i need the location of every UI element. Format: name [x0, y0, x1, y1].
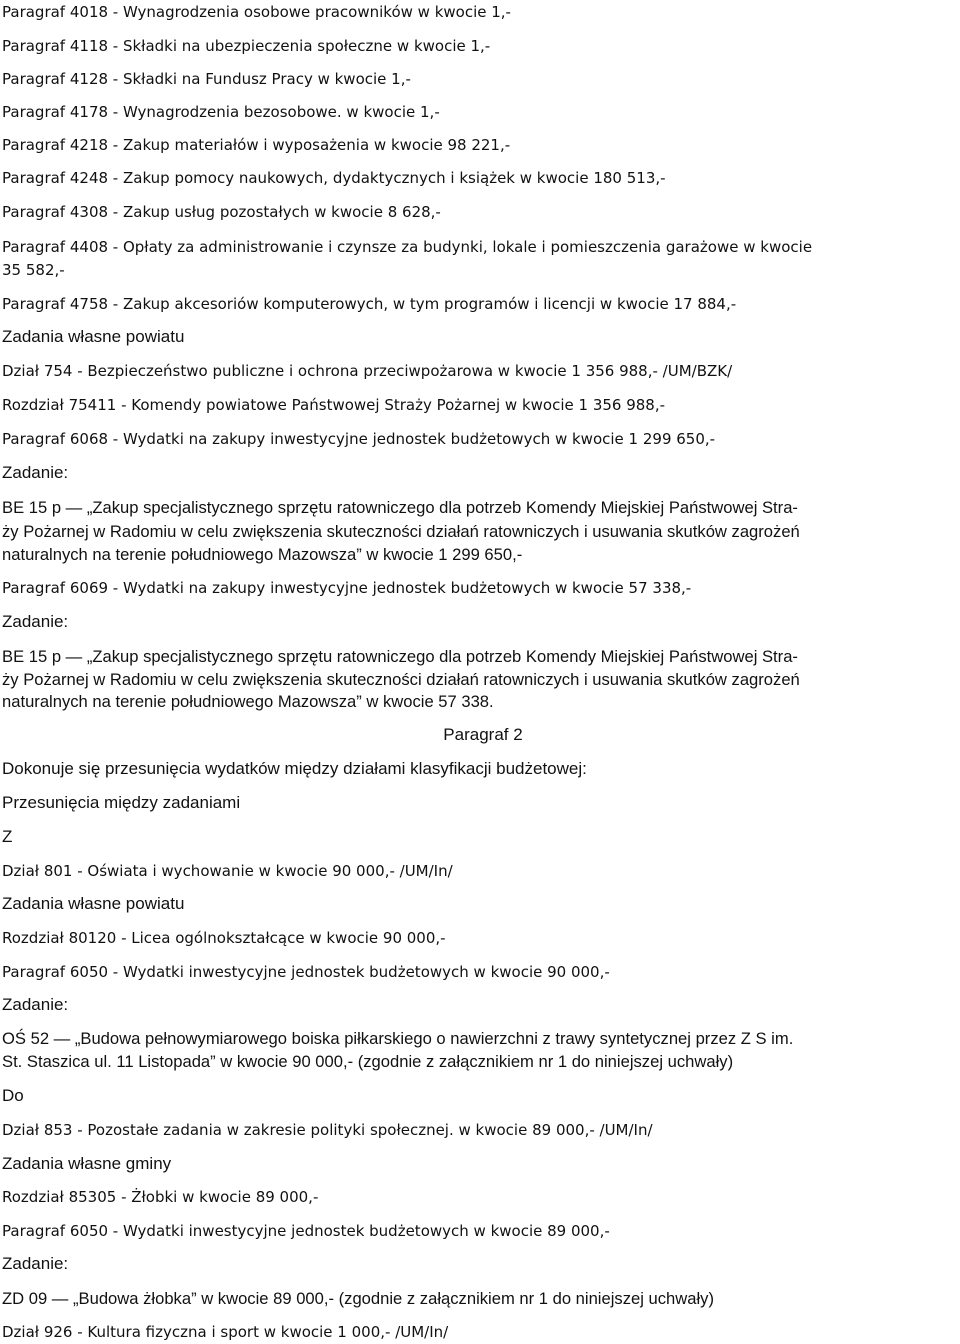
text-line: Paragraf 4248 - Zakup pomocy naukowych, dydaktycznych i książek w kwocie 180 513,-: [2, 169, 666, 187]
text-line: Paragraf 6069 - Wydatki na zakupy inwestycyjne jednostek budżetowych w kwocie 57 338,-: [2, 579, 692, 597]
text-line: Paragraf 6050 - Wydatki inwestycyjne jednostek budżetowych w kwocie 90 000,-: [2, 963, 610, 981]
text-line: Paragraf 4118 - Składki na ubezpieczenia społeczne w kwocie 1,-: [2, 37, 491, 55]
text-line: BE 15 p — „Zakup specjalistycznego sprzętu ratowniczego dla potrzeb Komendy Miejskiej Państwowej Stra-: [2, 647, 798, 666]
text-line: Paragraf 6068 - Wydatki na zakupy inwestycyjne jednostek budżetowych w kwocie 1 299 650,-: [2, 430, 716, 448]
text-line: Rozdział 85305 - Żłobki w kwocie 89 000,-: [2, 1188, 319, 1206]
paragraph-heading: Paragraf 2: [443, 725, 523, 744]
task-label: Zadanie:: [2, 995, 69, 1014]
text-line: OŚ 52 — „Budowa pełnowymiarowego boiska piłkarskiego o nawierzchni z trawy syntetycznej przez Z S im.: [2, 1029, 794, 1048]
text-line: ZD 09 — „Budowa żłobka” w kwocie 89 000,- (zgodnie z załącznikiem nr 1 do niniejszej uchwały): [2, 1289, 715, 1308]
text-line: Paragraf 4128 - Składki na Fundusz Pracy w kwocie 1,-: [2, 70, 411, 88]
section-heading: Zadania własne powiatu: [2, 327, 185, 346]
direction-label: Do: [2, 1086, 24, 1105]
text-line: Dział 754 - Bezpieczeństwo publiczne i ochrona przeciwpożarowa w kwocie 1 356 988,- /UM/BZK/: [2, 362, 733, 380]
text-line: ży Pożarnej w Radomiu w celu zwiększenia skuteczności działań ratowniczych i usuwania skutków zagrożeń: [2, 522, 800, 541]
text-line: St. Staszica ul. 11 Listopada” w kwocie 90 000,- (zgodnie z załącznikiem nr 1 do niniejszej uchwały): [2, 1052, 734, 1071]
text-line: Paragraf 4758 - Zakup akcesoriów komputerowych, w tym programów i licencji w kwocie 17 884,-: [2, 295, 737, 313]
direction-label: Z: [2, 827, 13, 846]
text-line: Paragraf 4408 - Opłaty za administrowanie i czynsze za budynki, lokale i pomieszczenia garażowe w kwocie: [2, 238, 813, 256]
section-heading: Zadania własne gminy: [2, 1154, 172, 1173]
text-line: Paragraf 4218 - Zakup materiałów i wyposażenia w kwocie 98 221,-: [2, 136, 511, 154]
text-line: Paragraf 6050 - Wydatki inwestycyjne jednostek budżetowych w kwocie 89 000,-: [2, 1222, 610, 1240]
text-line: naturalnych na terenie południowego Mazowsza” w kwocie 57 338.: [2, 692, 494, 711]
text-line: naturalnych na terenie południowego Mazowsza” w kwocie 1 299 650,-: [2, 545, 523, 564]
text-line: Rozdział 75411 - Komendy powiatowe Państwowej Straży Pożarnej w kwocie 1 356 988,-: [2, 396, 666, 414]
text-line: Paragraf 4308 - Zakup usług pozostałych w kwocie 8 628,-: [2, 203, 441, 221]
section-heading: Przesunięcia między zadaniami: [2, 793, 241, 812]
text-line: Dział 853 - Pozostałe zadania w zakresie polityki społecznej. w kwocie 89 000,- /UM/In/: [2, 1121, 653, 1139]
text-line: Paragraf 4178 - Wynagrodzenia bezosobowe. w kwocie 1,-: [2, 103, 440, 121]
text-line: Dział 801 - Oświata i wychowanie w kwocie 90 000,- /UM/In/: [2, 862, 453, 880]
text-line: Paragraf 4018 - Wynagrodzenia osobowe pracowników w kwocie 1,-: [2, 3, 511, 21]
text-line: 35 582,-: [2, 261, 65, 279]
text-line: Rozdział 80120 - Licea ogólnokształcące w kwocie 90 000,-: [2, 929, 446, 947]
text-line: Dokonuje się przesunięcia wydatków między działami klasyfikacji budżetowej:: [2, 759, 587, 778]
section-heading: Zadania własne powiatu: [2, 894, 185, 913]
text-line: Dział 926 - Kultura fizyczna i sport w kwocie 1 000,- /UM/In/: [2, 1323, 449, 1341]
text-line: ży Pożarnej w Radomiu w celu zwiększenia skuteczności działań ratowniczych i usuwania skutków zagrożeń: [2, 670, 800, 689]
task-label: Zadanie:: [2, 1254, 69, 1273]
task-label: Zadanie:: [2, 463, 69, 482]
task-label: Zadanie:: [2, 612, 69, 631]
text-line: BE 15 p — „Zakup specjalistycznego sprzętu ratowniczego dla potrzeb Komendy Miejskiej Państwowej Stra-: [2, 498, 798, 517]
